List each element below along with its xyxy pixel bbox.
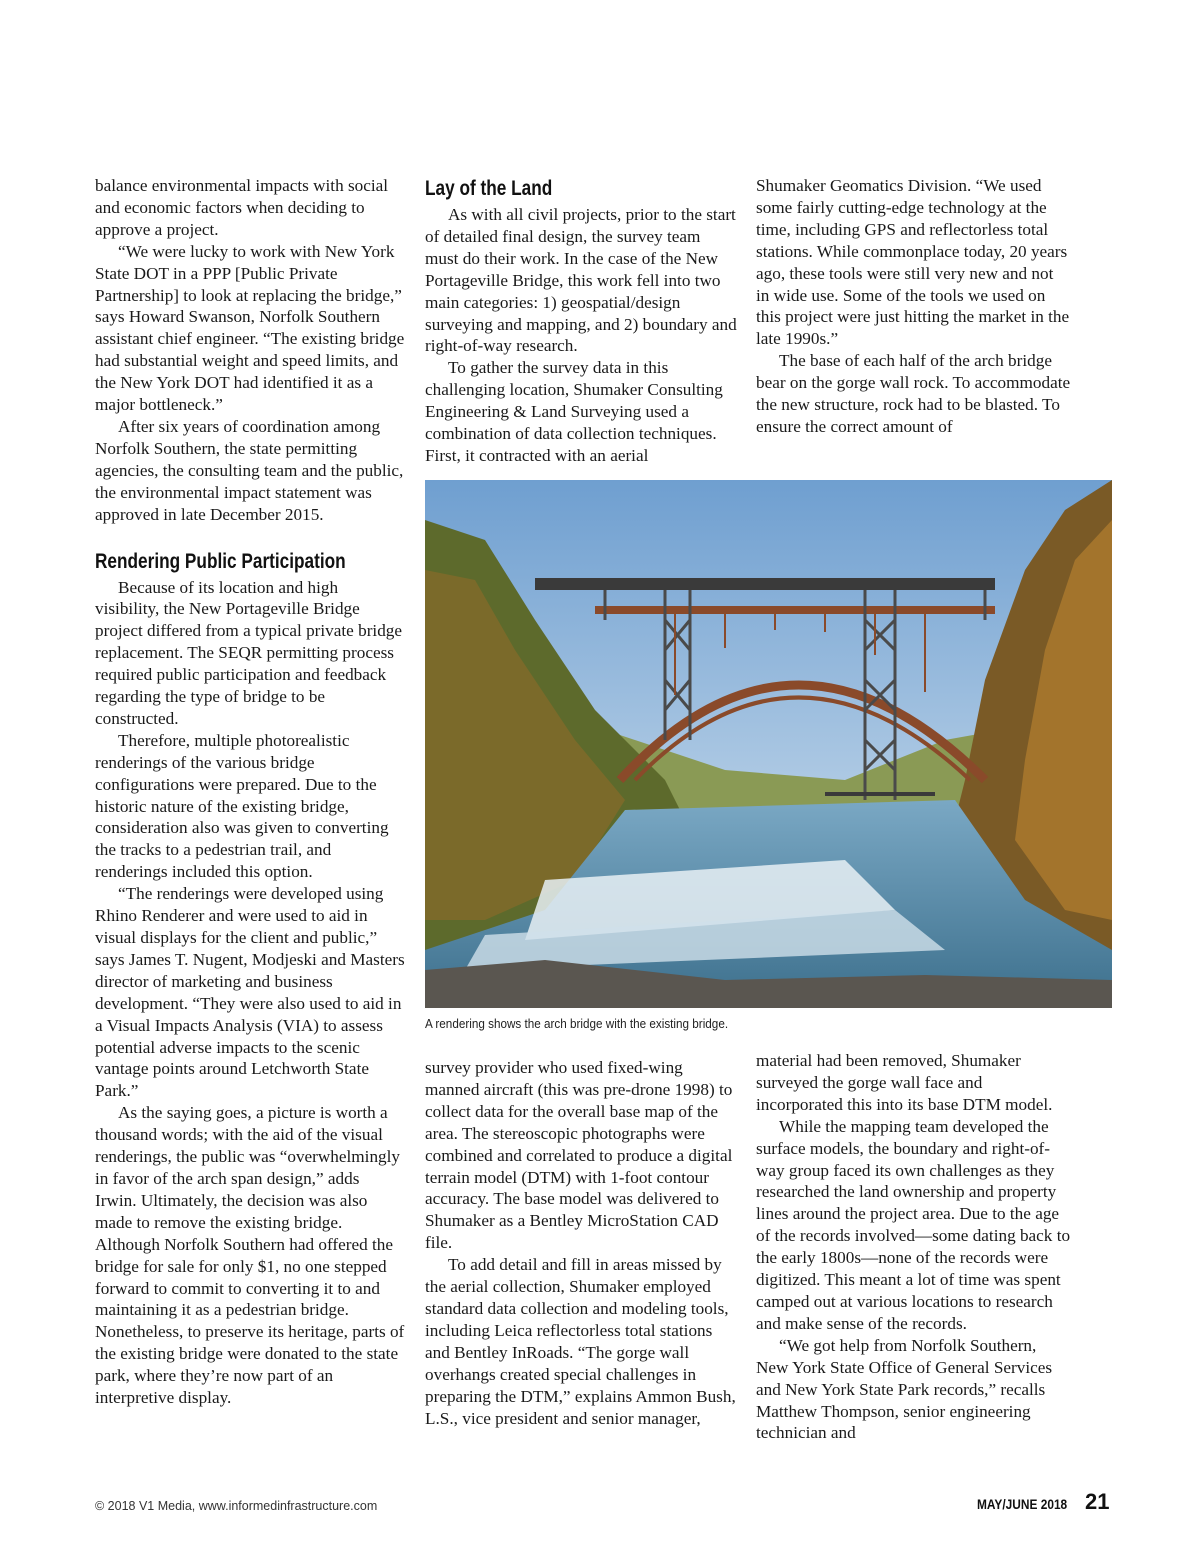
col2-paragraph-1: As with all civil projects, prior to the start of detailed final design, the survey team must do their work. In the case of the New Portageville Bridge, this work fell into two main categories: 1) geospatial/design surveying and mapping, and 2) boundary and right-of-way research. xyxy=(425,205,737,356)
col1-paragraph-3: After six years of coordination among Norfolk Southern, the state permitting agencies, the consulting team and the public, the environmental impact statement was approved in late December 2015. xyxy=(95,416,404,524)
column-3-top xyxy=(756,175,1071,438)
footer-copyright: © 2018 V1 Media, www.informedinfrastructure.com xyxy=(95,1499,378,1513)
col1-paragraph-1: balance environmental impacts with social and economic factors when deciding to approve a project. xyxy=(95,176,389,239)
section-heading-rendering: Rendering Public Participation xyxy=(95,549,346,573)
col1-paragraph-6: “The renderings were developed using Rhino Renderer and were used to aid in visual displays for the client and public,” says James T. Nugent, Modjeski and Masters director of marketing and business development. “They were also used to aid in a Visual Impacts Analysis (VIA) to assess potential adverse impacts to the scenic vantage points around Letchworth State Park.” xyxy=(95,884,405,1101)
bridge-rendering-photo xyxy=(425,480,1112,1008)
col3-paragraph-2: The base of each half of the arch bridge bear on the gorge wall rock. To accommodate the new structure, rock had to be blasted. To ensure the correct amount of xyxy=(756,351,1071,436)
bridge-illustration xyxy=(425,480,1112,1008)
col3-paragraph-1: Shumaker Geomatics Division. “We used some fairly cutting-edge technology at the time, including GPS and reflectorless total stations. While commonplace today, 20 years ago, these tools were still very new and not in wide use. Some of the tools we used on this project were just hitting the market in the late 1990s.” xyxy=(756,176,1070,349)
col2-paragraph-2: To gather the survey data in this challenging location, Shumaker Consulting Engineering & Land Surveying used a combination of data collection techniques. First, it contracted with an aerial xyxy=(425,358,723,465)
col1-paragraph-4: Because of its location and high visibility, the New Portageville Bridge project differed from a typical private bridge replacement. The SEQR permitting process required public participation and feedback regarding the type of bridge to be constructed. xyxy=(95,577,403,728)
column-2-top xyxy=(425,175,737,467)
column-2-bottom xyxy=(425,1057,737,1429)
col2b-paragraph-2: To add detail and fill in areas missed by the aerial collection, Shumaker employed standard data collection and modeling tools, including Leica reflectorless total stations and Bentley InRoads. “The gorge wall overhangs created special challenges in preparing the DTM,” explains Ammon Bush, L.S., vice president and senior manager, xyxy=(425,1255,736,1428)
col3b-paragraph-1: material had been removed, Shumaker surveyed the gorge wall face and incorporated this into its base DTM model. xyxy=(756,1051,1053,1114)
col2b-paragraph-1: survey provider who used fixed-wing manned aircraft (this was pre-drone 1998) to collect data for the overall base map of the area. The stereoscopic photographs were combined and correlated to produce a digital terrain model (DTM) with 1-foot contour accuracy. The base model was delivered to Shumaker as a Bentley MicroStation CAD file. xyxy=(425,1058,733,1253)
section-heading-lay-of-land: Lay of the Land xyxy=(425,177,553,200)
column-3-bottom xyxy=(756,1050,1071,1444)
col1-paragraph-7: As the saying goes, a picture is worth a thousand words; with the aid of the visual renderings, the public was “overwhelmingly in favor of the arch span design,” adds Irwin. Ultimately, the decision was also made to remove the existing bridge. Although Norfolk Southern had offered the bridge for sale for only $1, no one stepped forward to commit to converting it to and maintaining it as a pedestrian bridge. Nonetheless, to preserve its heritage, parts of the existing bridge were donated to the state park, where they’re now part of an interpretive display. xyxy=(95,1103,405,1408)
page-number: 21 xyxy=(1085,1489,1110,1514)
footer-issue-date: MAY/JUNE 2018 xyxy=(977,1496,1068,1512)
col3b-paragraph-2: While the mapping team developed the surface models, the boundary and right-of-way group faced its own challenges as they researched the land ownership and property lines around the project area. Due to the age of the records involved—some dating back to the early 1800s—none of the records were digitized. This meant a lot of time was spent camped out at various locations to research and make sense of the records. xyxy=(756,1116,1071,1333)
photo-caption: A rendering shows the arch bridge with the existing bridge. xyxy=(425,1016,729,1031)
col1-paragraph-5: Therefore, multiple photorealistic renderings of the various bridge configurations were prepared. Due to the historic nature of the existing bridge, consideration also was given to converting the tracks to a pedestrian trail, and renderings included this option. xyxy=(95,730,389,882)
col1-paragraph-2: “We were lucky to work with New York State DOT in a PPP [Public Private Partnership] to look at replacing the bridge,” says Howard Swanson, Norfolk Southern assistant chief engineer. “The existing bridge had substantial weight and speed limits, and the New York DOT had identified it as a major bottleneck.” xyxy=(95,241,405,415)
col3b-paragraph-3: “We got help from Norfolk Southern, New York State Office of General Services and New York State Park records,” recalls Matthew Thompson, senior engineering technician and xyxy=(756,1335,1053,1443)
column-1 xyxy=(95,175,405,1409)
